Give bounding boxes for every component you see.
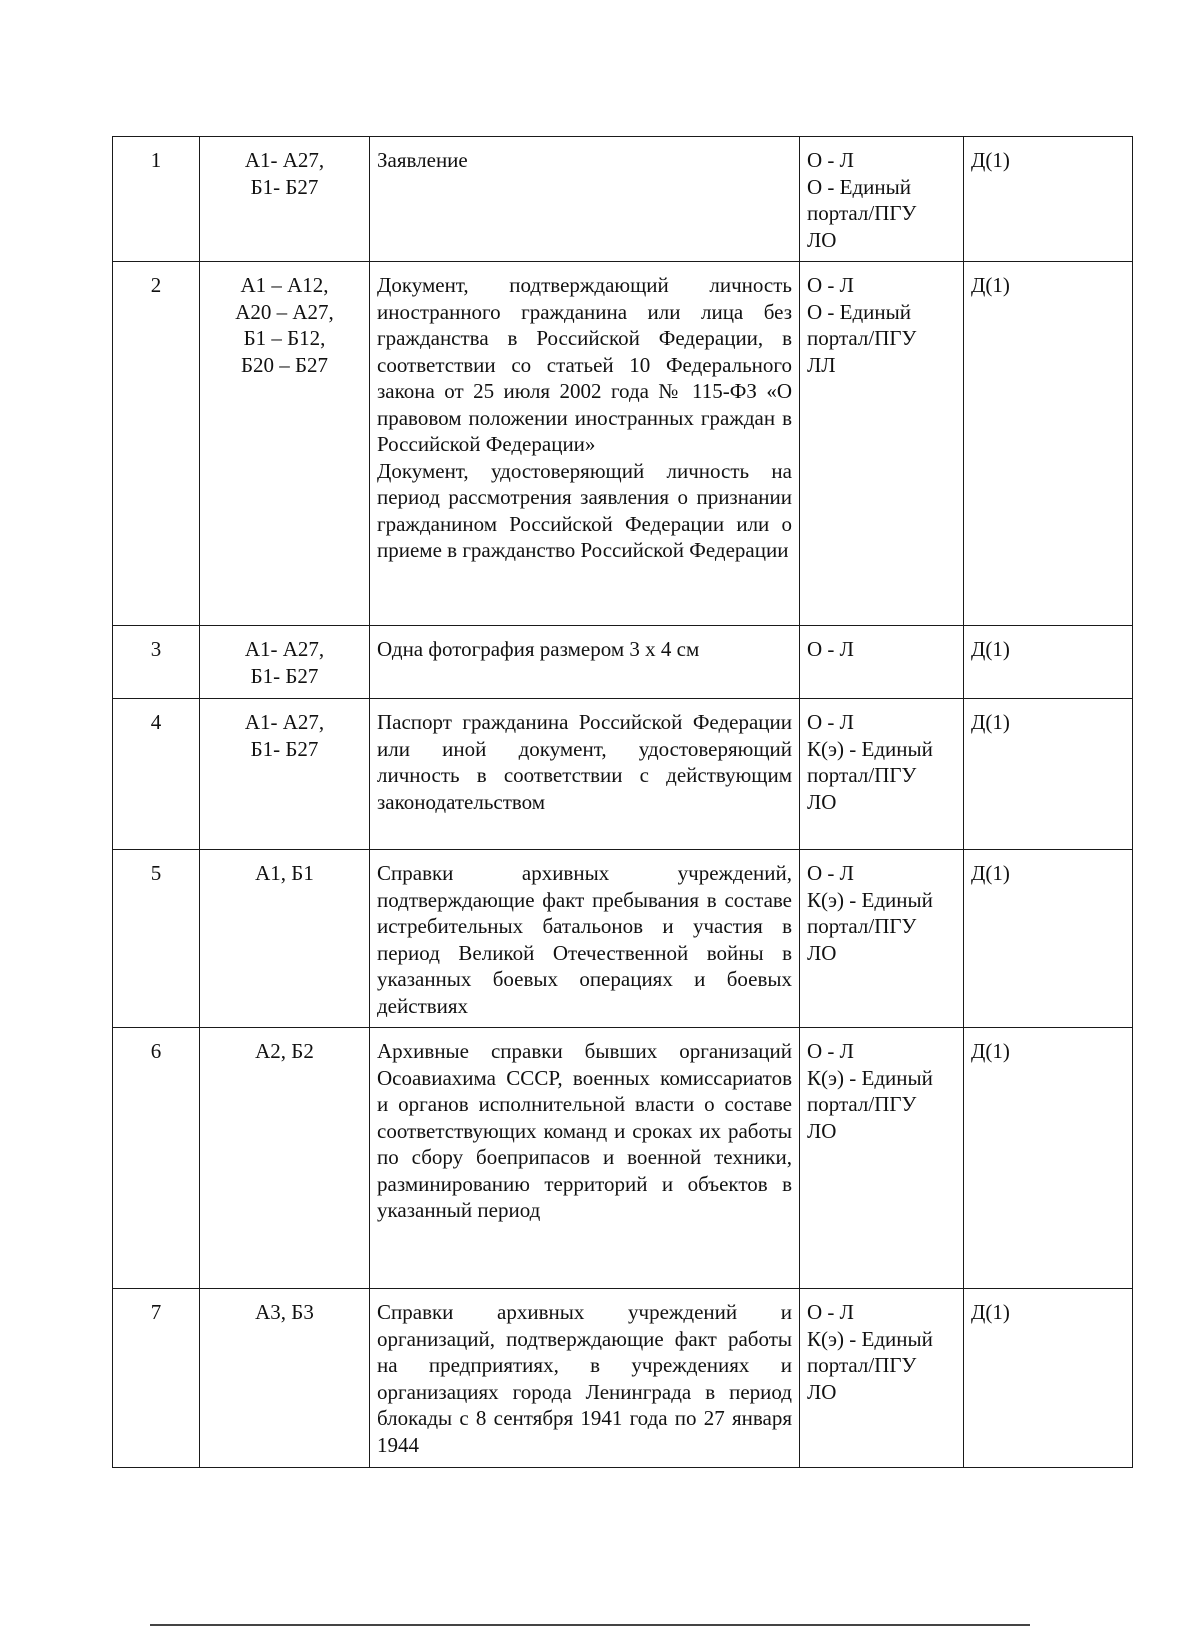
submission-form [800,1289,964,1468]
codes-line: Б20 – Б27 [240,352,329,377]
form-line: К(э) - Единый [807,736,933,761]
table-row [113,262,1133,626]
table-row [113,850,1133,1028]
form-line: О - Единый [807,299,911,324]
document-name [370,137,800,262]
applicant-codes [200,626,370,699]
form-line: О - Единый [807,174,911,199]
form-line: К(э) - Единый [807,1326,933,1351]
applicant-codes [200,699,370,850]
row-number: 5 [113,850,200,1028]
codes-line: Б1 – Б12, [243,326,326,350]
row-number: 6 [113,1028,200,1289]
table-row [113,137,1133,262]
form-line: портал/ПГУ [807,326,917,350]
codes-line: А2, Б2 [255,1039,314,1063]
row-number: 2 [113,262,200,626]
document-name [370,699,800,850]
form-line: ЛО [807,1118,837,1143]
document-name [370,262,800,626]
applicant-codes [200,137,370,262]
requirement-code: Д(1) [964,699,1133,850]
form-line: О - Л [807,1039,854,1063]
codes-line: А1- А27, [244,148,325,172]
requirement-code: Д(1) [964,262,1133,626]
document-name-text: Документ, подтверждающий личность иностранного гражданина или лица без гражданства в Российской Федерации, в соответствии со статьей 10 Федерального закона от 25 июля 2002 года № 115-ФЗ «О правовом положении иностранных граждан в Российской Федерации» [377,273,792,456]
codes-line: Б1- Б27 [250,736,319,761]
document-name [370,1028,800,1289]
form-line: О - Л [807,273,854,297]
submission-form [800,1028,964,1289]
codes-line: А1 – А12, [240,273,329,297]
document-name-text: Паспорт гражданина Российской Федерации или иной документ, удостоверяющий личность в соответствии с действующим законодательством [377,710,792,814]
codes-line: А1- А27, [244,637,325,661]
submission-form [800,850,964,1028]
submission-form [800,626,964,699]
form-line: О - Л [807,637,854,661]
document-name-text: Справки архивных учреждений и организаций, подтверждающие факт работы на предприятиях, в учреждениях и организациях города Ленинграда в период блокады с 8 сентября 1941 года по 27 января 1944 [377,1300,792,1457]
applicant-codes [200,850,370,1028]
table-row [113,1289,1133,1468]
document-name-text: Заявление [377,148,468,172]
table-row [113,699,1133,850]
codes-line: Б1- Б27 [250,663,319,688]
form-line: О - Л [807,710,854,734]
document-name-text: Одна фотография размером 3 х 4 см [377,637,700,661]
form-line: портал/ПГУ [807,201,917,225]
codes-line: Б1- Б27 [250,174,319,199]
row-number: 7 [113,1289,200,1468]
requirement-code: Д(1) [964,137,1133,262]
form-line: портал/ПГУ [807,914,917,938]
document-name-text: Справки архивных учреждений, подтверждающие факт пребывания в составе истребительных батальонов и участия в период Великой Отечественной войны в указанных боевых операциях и боевых действиях [377,861,792,1018]
requirement-code: Д(1) [964,626,1133,699]
codes-line: А3, Б3 [255,1300,314,1324]
requirement-code: Д(1) [964,1289,1133,1468]
table-body [113,137,1133,1468]
submission-form [800,137,964,262]
applicant-codes [200,1028,370,1289]
codes-line: А20 – А27, [235,299,334,324]
applicant-codes [200,1289,370,1468]
form-line: О - Л [807,861,854,885]
table-row [113,626,1133,699]
row-number: 4 [113,699,200,850]
applicant-codes [200,262,370,626]
form-line: К(э) - Единый [807,887,933,912]
table-row [113,1028,1133,1289]
page-bottom-rule [150,1624,1030,1626]
document-name-text: Документ, удостоверяющий личность на период рассмотрения заявления о признании гражданином Российской Федерации или о приеме в гражданство Российской Федерации [377,458,792,562]
document-name [370,1289,800,1468]
form-line: О - Л [807,1300,854,1324]
document-name [370,850,800,1028]
form-line: портал/ПГУ [807,763,917,787]
form-line: ЛО [807,789,837,814]
codes-line: А1- А27, [244,710,325,734]
document-name-text: Архивные справки бывших организаций Осоавиахима СССР, военных комиссариатов и органов исполнительной власти о составе соответствующих команд и сроках их работы по сбору боеприпасов и военной техники, разминированию территорий и объектов в указанный период [377,1039,792,1222]
requirement-code: Д(1) [964,1028,1133,1289]
submission-form [800,699,964,850]
form-line: портал/ПГУ [807,1092,917,1116]
form-line: К(э) - Единый [807,1065,933,1090]
form-line: ЛО [807,227,837,252]
row-number: 1 [113,137,200,262]
submission-form [800,262,964,626]
document-name [370,626,800,699]
row-number: 3 [113,626,200,699]
form-line: портал/ПГУ [807,1353,917,1377]
form-line: ЛО [807,1379,837,1404]
codes-line: А1, Б1 [255,861,314,885]
documents-table [112,136,1133,1468]
form-line: ЛО [807,940,837,965]
requirement-code: Д(1) [964,850,1133,1028]
form-line: О - Л [807,148,854,172]
form-line: ЛЛ [807,352,836,377]
